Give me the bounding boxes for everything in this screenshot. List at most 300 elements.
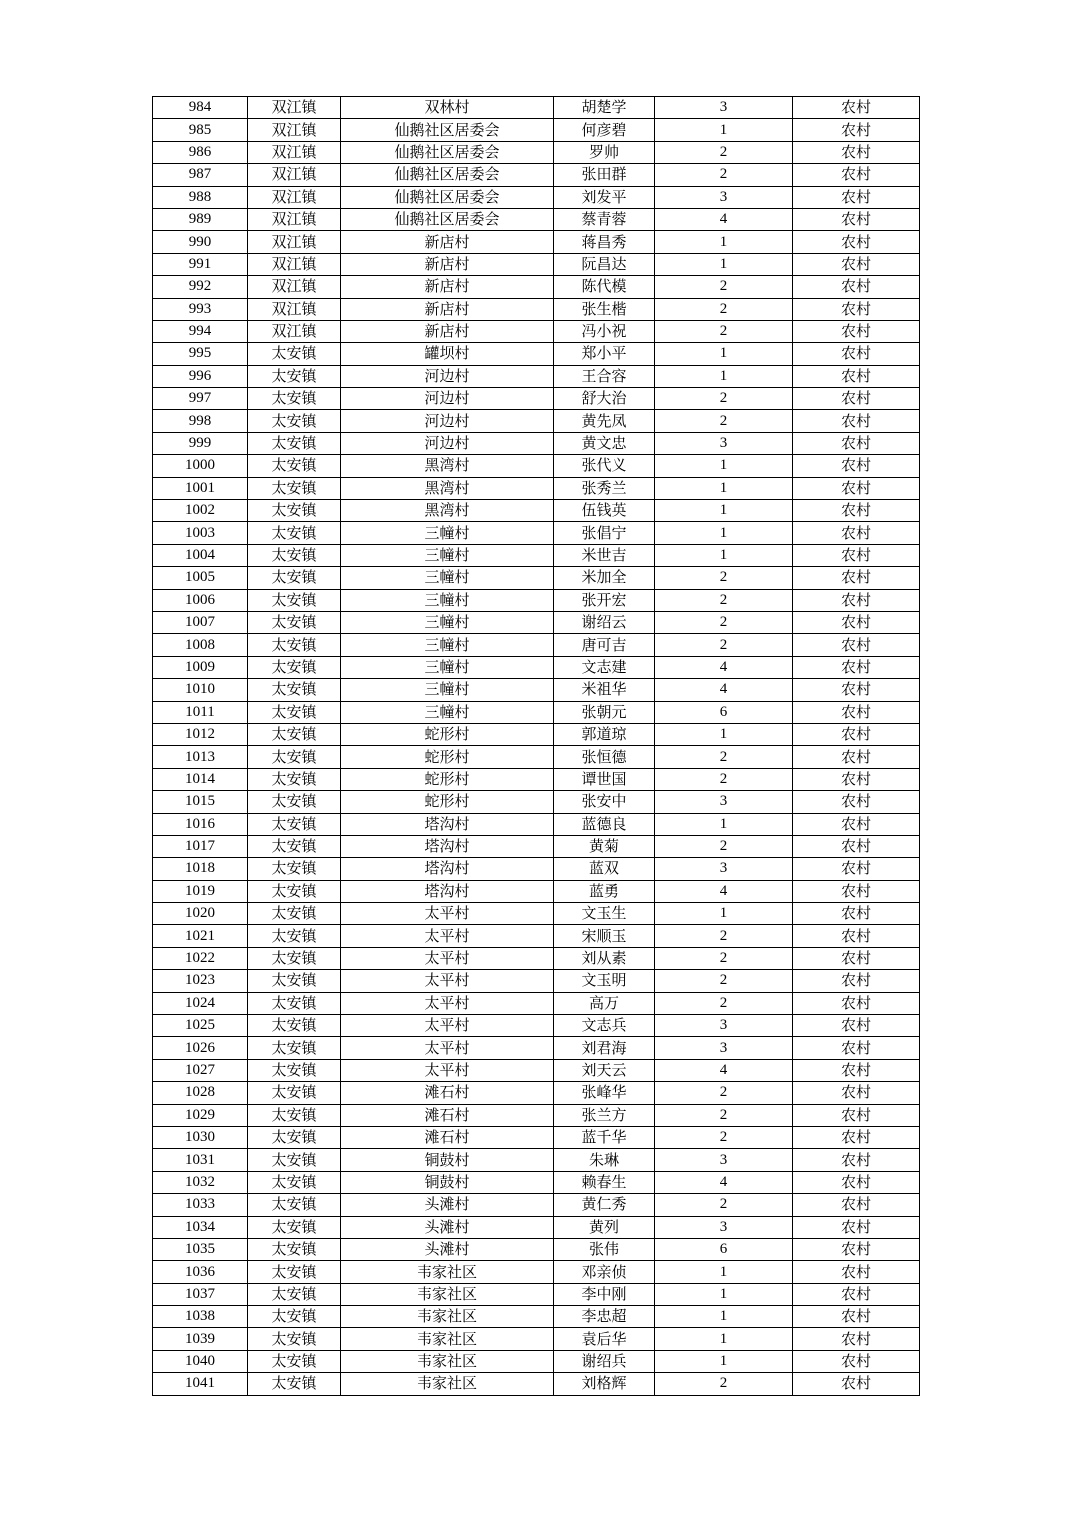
cell-householder-name: 伍钱英	[554, 500, 655, 522]
cell-village: 太平村	[341, 947, 554, 969]
cell-town: 太安镇	[248, 1283, 341, 1305]
cell-serial-number: 1038	[153, 1306, 248, 1328]
table-row	[153, 1015, 920, 1037]
cell-category: 农村	[793, 365, 920, 387]
cell-household-size: 2	[655, 746, 793, 768]
cell-household-size: 1	[655, 723, 793, 745]
cell-village: 太平村	[341, 1015, 554, 1037]
cell-householder-name: 蓝双	[554, 858, 655, 880]
cell-householder-name: 张伟	[554, 1238, 655, 1260]
cell-household-size: 4	[655, 1059, 793, 1081]
cell-household-size: 3	[655, 432, 793, 454]
cell-household-size: 2	[655, 947, 793, 969]
cell-town: 太安镇	[248, 544, 341, 566]
cell-household-size: 2	[655, 970, 793, 992]
cell-town: 太安镇	[248, 1037, 341, 1059]
cell-household-size: 1	[655, 455, 793, 477]
cell-household-size: 2	[655, 1194, 793, 1216]
cell-category: 农村	[793, 858, 920, 880]
table-row	[153, 589, 920, 611]
table-row	[153, 500, 920, 522]
cell-household-size: 3	[655, 1015, 793, 1037]
cell-town: 太安镇	[248, 835, 341, 857]
cell-category: 农村	[793, 1216, 920, 1238]
cell-household-size: 1	[655, 231, 793, 253]
cell-serial-number: 1029	[153, 1104, 248, 1126]
cell-household-size: 2	[655, 410, 793, 432]
cell-householder-name: 蓝勇	[554, 880, 655, 902]
table-row	[153, 723, 920, 745]
table-row	[153, 1104, 920, 1126]
table-row	[153, 1261, 920, 1283]
cell-village: 新店村	[341, 253, 554, 275]
cell-village: 蛇形村	[341, 768, 554, 790]
cell-household-size: 2	[655, 567, 793, 589]
table-row	[153, 813, 920, 835]
cell-village: 新店村	[341, 320, 554, 342]
table-row	[153, 947, 920, 969]
cell-town: 太安镇	[248, 634, 341, 656]
cell-category: 农村	[793, 432, 920, 454]
cell-household-size: 1	[655, 477, 793, 499]
cell-householder-name: 刘发平	[554, 186, 655, 208]
cell-category: 农村	[793, 455, 920, 477]
cell-town: 太安镇	[248, 343, 341, 365]
cell-householder-name: 黄仁秀	[554, 1194, 655, 1216]
cell-town: 太安镇	[248, 455, 341, 477]
cell-household-size: 3	[655, 791, 793, 813]
cell-town: 太安镇	[248, 992, 341, 1014]
cell-householder-name: 唐可吉	[554, 634, 655, 656]
cell-village: 仙鹅社区居委会	[341, 186, 554, 208]
cell-serial-number: 1024	[153, 992, 248, 1014]
table-row	[153, 455, 920, 477]
cell-householder-name: 黄列	[554, 1216, 655, 1238]
table-row	[153, 1037, 920, 1059]
cell-householder-name: 张生楷	[554, 298, 655, 320]
cell-serial-number: 1006	[153, 589, 248, 611]
cell-category: 农村	[793, 768, 920, 790]
cell-householder-name: 黄菊	[554, 835, 655, 857]
cell-category: 农村	[793, 679, 920, 701]
table-row	[153, 1194, 920, 1216]
cell-serial-number: 988	[153, 186, 248, 208]
cell-village: 太平村	[341, 925, 554, 947]
cell-serial-number: 1005	[153, 567, 248, 589]
cell-household-size: 4	[655, 656, 793, 678]
table-row	[153, 1350, 920, 1372]
cell-town: 太安镇	[248, 1328, 341, 1350]
cell-village: 罐坝村	[341, 343, 554, 365]
table-row	[153, 970, 920, 992]
cell-village: 铜鼓村	[341, 1171, 554, 1193]
cell-village: 蛇形村	[341, 723, 554, 745]
cell-household-size: 1	[655, 1261, 793, 1283]
cell-category: 农村	[793, 1350, 920, 1372]
table-row	[153, 320, 920, 342]
cell-village: 河边村	[341, 365, 554, 387]
table-row	[153, 522, 920, 544]
cell-householder-name: 张峰华	[554, 1082, 655, 1104]
cell-householder-name: 刘从素	[554, 947, 655, 969]
cell-village: 滩石村	[341, 1126, 554, 1148]
cell-village: 三幢村	[341, 679, 554, 701]
cell-town: 太安镇	[248, 589, 341, 611]
cell-town: 太安镇	[248, 1373, 341, 1395]
cell-householder-name: 郑小平	[554, 343, 655, 365]
cell-village: 头滩村	[341, 1216, 554, 1238]
cell-category: 农村	[793, 477, 920, 499]
cell-serial-number: 1035	[153, 1238, 248, 1260]
cell-category: 农村	[793, 164, 920, 186]
cell-householder-name: 邓亲侦	[554, 1261, 655, 1283]
cell-town: 太安镇	[248, 746, 341, 768]
cell-householder-name: 黄文忠	[554, 432, 655, 454]
cell-household-size: 2	[655, 388, 793, 410]
cell-household-size: 1	[655, 522, 793, 544]
cell-household-size: 3	[655, 1037, 793, 1059]
cell-householder-name: 张倡宁	[554, 522, 655, 544]
cell-category: 农村	[793, 992, 920, 1014]
cell-village: 太平村	[341, 992, 554, 1014]
cell-householder-name: 张田群	[554, 164, 655, 186]
cell-town: 太安镇	[248, 611, 341, 633]
cell-village: 三幢村	[341, 634, 554, 656]
cell-household-size: 2	[655, 835, 793, 857]
cell-householder-name: 张兰方	[554, 1104, 655, 1126]
cell-householder-name: 高万	[554, 992, 655, 1014]
cell-serial-number: 1032	[153, 1171, 248, 1193]
cell-village: 韦家社区	[341, 1283, 554, 1305]
cell-serial-number: 1004	[153, 544, 248, 566]
cell-town: 双江镇	[248, 320, 341, 342]
cell-village: 三幢村	[341, 544, 554, 566]
cell-serial-number: 1000	[153, 455, 248, 477]
cell-town: 太安镇	[248, 701, 341, 723]
cell-serial-number: 1015	[153, 791, 248, 813]
cell-village: 黑湾村	[341, 477, 554, 499]
cell-household-size: 2	[655, 141, 793, 163]
table-row	[153, 1306, 920, 1328]
cell-village: 新店村	[341, 298, 554, 320]
cell-category: 农村	[793, 813, 920, 835]
cell-village: 三幢村	[341, 522, 554, 544]
cell-village: 三幢村	[341, 589, 554, 611]
cell-household-size: 1	[655, 903, 793, 925]
cell-village: 蛇形村	[341, 791, 554, 813]
cell-household-size: 2	[655, 1373, 793, 1395]
cell-householder-name: 冯小祝	[554, 320, 655, 342]
table-row	[153, 253, 920, 275]
cell-serial-number: 1041	[153, 1373, 248, 1395]
cell-serial-number: 997	[153, 388, 248, 410]
cell-town: 双江镇	[248, 208, 341, 230]
cell-town: 太安镇	[248, 388, 341, 410]
cell-village: 三幢村	[341, 656, 554, 678]
cell-village: 太平村	[341, 903, 554, 925]
cell-householder-name: 蒋昌秀	[554, 231, 655, 253]
cell-serial-number: 1014	[153, 768, 248, 790]
cell-village: 韦家社区	[341, 1373, 554, 1395]
cell-household-size: 2	[655, 634, 793, 656]
cell-category: 农村	[793, 1373, 920, 1395]
cell-town: 双江镇	[248, 141, 341, 163]
table-row	[153, 477, 920, 499]
table-row	[153, 858, 920, 880]
cell-village: 河边村	[341, 432, 554, 454]
cell-category: 农村	[793, 97, 920, 119]
cell-household-size: 1	[655, 1306, 793, 1328]
cell-category: 农村	[793, 253, 920, 275]
cell-householder-name: 袁后华	[554, 1328, 655, 1350]
cell-town: 太安镇	[248, 1059, 341, 1081]
cell-householder-name: 蔡青蓉	[554, 208, 655, 230]
table-row	[153, 567, 920, 589]
cell-town: 太安镇	[248, 880, 341, 902]
cell-village: 韦家社区	[341, 1328, 554, 1350]
cell-village: 新店村	[341, 231, 554, 253]
cell-household-size: 6	[655, 1238, 793, 1260]
cell-category: 农村	[793, 388, 920, 410]
table-row	[153, 835, 920, 857]
cell-town: 太安镇	[248, 768, 341, 790]
cell-category: 农村	[793, 186, 920, 208]
cell-householder-name: 阮昌达	[554, 253, 655, 275]
cell-category: 农村	[793, 1037, 920, 1059]
cell-category: 农村	[793, 835, 920, 857]
cell-town: 太安镇	[248, 1149, 341, 1171]
cell-serial-number: 1036	[153, 1261, 248, 1283]
cell-serial-number: 990	[153, 231, 248, 253]
cell-serial-number: 984	[153, 97, 248, 119]
table-row	[153, 1171, 920, 1193]
table-row	[153, 656, 920, 678]
cell-category: 农村	[793, 522, 920, 544]
cell-category: 农村	[793, 343, 920, 365]
cell-village: 滩石村	[341, 1082, 554, 1104]
cell-town: 太安镇	[248, 1194, 341, 1216]
table-row	[153, 611, 920, 633]
cell-household-size: 1	[655, 1328, 793, 1350]
table-row	[153, 544, 920, 566]
table-row	[153, 880, 920, 902]
cell-householder-name: 张安中	[554, 791, 655, 813]
cell-householder-name: 谢绍云	[554, 611, 655, 633]
cell-village: 滩石村	[341, 1104, 554, 1126]
table-row	[153, 992, 920, 1014]
cell-householder-name: 刘格辉	[554, 1373, 655, 1395]
cell-serial-number: 1027	[153, 1059, 248, 1081]
cell-household-size: 2	[655, 320, 793, 342]
cell-category: 农村	[793, 1126, 920, 1148]
cell-householder-name: 文玉生	[554, 903, 655, 925]
cell-village: 黑湾村	[341, 500, 554, 522]
cell-serial-number: 1020	[153, 903, 248, 925]
cell-household-size: 3	[655, 1149, 793, 1171]
cell-householder-name: 谭世国	[554, 768, 655, 790]
cell-householder-name: 陈代模	[554, 276, 655, 298]
roster-table	[152, 96, 920, 1396]
cell-village: 三幢村	[341, 611, 554, 633]
cell-householder-name: 张朝元	[554, 701, 655, 723]
cell-household-size: 2	[655, 611, 793, 633]
cell-town: 太安镇	[248, 903, 341, 925]
table-row	[153, 388, 920, 410]
table-row	[153, 768, 920, 790]
cell-household-size: 2	[655, 164, 793, 186]
cell-serial-number: 1037	[153, 1283, 248, 1305]
table-row	[153, 701, 920, 723]
cell-category: 农村	[793, 208, 920, 230]
cell-town: 太安镇	[248, 1171, 341, 1193]
cell-town: 太安镇	[248, 1261, 341, 1283]
cell-serial-number: 1012	[153, 723, 248, 745]
cell-category: 农村	[793, 231, 920, 253]
cell-town: 太安镇	[248, 1216, 341, 1238]
cell-householder-name: 罗帅	[554, 141, 655, 163]
cell-serial-number: 1001	[153, 477, 248, 499]
cell-village: 仙鹅社区居委会	[341, 141, 554, 163]
cell-household-size: 2	[655, 992, 793, 1014]
cell-serial-number: 1031	[153, 1149, 248, 1171]
cell-serial-number: 992	[153, 276, 248, 298]
cell-village: 铜鼓村	[341, 1149, 554, 1171]
table-row	[153, 365, 920, 387]
cell-town: 太安镇	[248, 1082, 341, 1104]
cell-category: 农村	[793, 1104, 920, 1126]
table-row	[153, 1328, 920, 1350]
cell-village: 太平村	[341, 1059, 554, 1081]
cell-serial-number: 1007	[153, 611, 248, 633]
cell-category: 农村	[793, 611, 920, 633]
cell-town: 双江镇	[248, 164, 341, 186]
cell-town: 太安镇	[248, 925, 341, 947]
cell-town: 太安镇	[248, 477, 341, 499]
cell-serial-number: 994	[153, 320, 248, 342]
cell-town: 太安镇	[248, 522, 341, 544]
cell-serial-number: 1023	[153, 970, 248, 992]
cell-serial-number: 985	[153, 119, 248, 141]
cell-householder-name: 宋顺玉	[554, 925, 655, 947]
cell-householder-name: 谢绍兵	[554, 1350, 655, 1372]
table-row	[153, 343, 920, 365]
cell-serial-number: 1003	[153, 522, 248, 544]
table-row	[153, 679, 920, 701]
cell-village: 新店村	[341, 276, 554, 298]
cell-householder-name: 朱琳	[554, 1149, 655, 1171]
cell-category: 农村	[793, 723, 920, 745]
table-row	[153, 1149, 920, 1171]
cell-category: 农村	[793, 925, 920, 947]
cell-town: 太安镇	[248, 970, 341, 992]
cell-household-size: 1	[655, 119, 793, 141]
cell-village: 头滩村	[341, 1238, 554, 1260]
cell-serial-number: 1034	[153, 1216, 248, 1238]
table-row	[153, 1082, 920, 1104]
cell-household-size: 2	[655, 1082, 793, 1104]
cell-town: 太安镇	[248, 1126, 341, 1148]
cell-town: 太安镇	[248, 858, 341, 880]
cell-serial-number: 989	[153, 208, 248, 230]
cell-category: 农村	[793, 1283, 920, 1305]
cell-householder-name: 刘君海	[554, 1037, 655, 1059]
cell-serial-number: 1017	[153, 835, 248, 857]
cell-village: 双林村	[341, 97, 554, 119]
cell-town: 太安镇	[248, 567, 341, 589]
cell-household-size: 1	[655, 1350, 793, 1372]
cell-category: 农村	[793, 1261, 920, 1283]
table-row	[153, 903, 920, 925]
cell-serial-number: 1016	[153, 813, 248, 835]
cell-village: 头滩村	[341, 1194, 554, 1216]
cell-serial-number: 1019	[153, 880, 248, 902]
cell-household-size: 3	[655, 186, 793, 208]
cell-household-size: 2	[655, 276, 793, 298]
cell-category: 农村	[793, 903, 920, 925]
cell-village: 韦家社区	[341, 1350, 554, 1372]
cell-serial-number: 1039	[153, 1328, 248, 1350]
cell-village: 仙鹅社区居委会	[341, 208, 554, 230]
cell-town: 太安镇	[248, 365, 341, 387]
cell-household-size: 1	[655, 813, 793, 835]
cell-householder-name: 刘天云	[554, 1059, 655, 1081]
cell-householder-name: 蓝千华	[554, 1126, 655, 1148]
cell-serial-number: 991	[153, 253, 248, 275]
cell-town: 双江镇	[248, 119, 341, 141]
cell-category: 农村	[793, 701, 920, 723]
cell-household-size: 4	[655, 679, 793, 701]
cell-village: 河边村	[341, 410, 554, 432]
cell-householder-name: 郭道琼	[554, 723, 655, 745]
cell-village: 三幢村	[341, 701, 554, 723]
cell-householder-name: 张秀兰	[554, 477, 655, 499]
cell-householder-name: 李中刚	[554, 1283, 655, 1305]
cell-category: 农村	[793, 276, 920, 298]
cell-household-size: 1	[655, 253, 793, 275]
cell-village: 三幢村	[341, 567, 554, 589]
table-row	[153, 410, 920, 432]
cell-category: 农村	[793, 1015, 920, 1037]
cell-town: 双江镇	[248, 253, 341, 275]
cell-category: 农村	[793, 880, 920, 902]
cell-householder-name: 张恒德	[554, 746, 655, 768]
cell-village: 韦家社区	[341, 1306, 554, 1328]
cell-serial-number: 1030	[153, 1126, 248, 1148]
cell-category: 农村	[793, 141, 920, 163]
cell-town: 太安镇	[248, 500, 341, 522]
cell-category: 农村	[793, 1171, 920, 1193]
cell-town: 双江镇	[248, 97, 341, 119]
cell-serial-number: 1010	[153, 679, 248, 701]
cell-household-size: 4	[655, 208, 793, 230]
table-row	[153, 1238, 920, 1260]
cell-village: 仙鹅社区居委会	[341, 164, 554, 186]
cell-householder-name: 米祖华	[554, 679, 655, 701]
cell-village: 黑湾村	[341, 455, 554, 477]
cell-household-size: 2	[655, 589, 793, 611]
cell-town: 太安镇	[248, 1238, 341, 1260]
table-row	[153, 231, 920, 253]
cell-town: 双江镇	[248, 186, 341, 208]
table-row	[153, 1216, 920, 1238]
cell-village: 仙鹅社区居委会	[341, 119, 554, 141]
table-row	[153, 164, 920, 186]
cell-category: 农村	[793, 298, 920, 320]
table-row	[153, 432, 920, 454]
cell-town: 双江镇	[248, 298, 341, 320]
cell-householder-name: 文玉明	[554, 970, 655, 992]
cell-category: 农村	[793, 500, 920, 522]
